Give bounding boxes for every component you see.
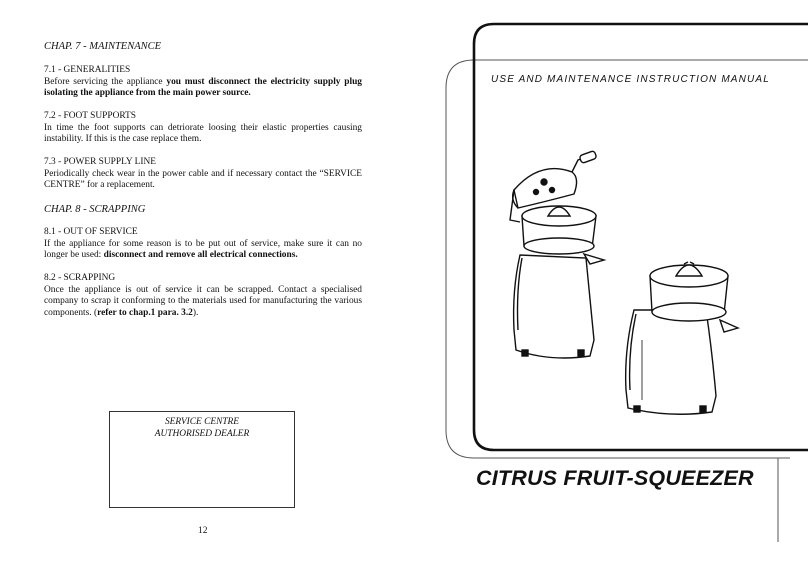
manual-title: USE AND MAINTENANCE INSTRUCTION MANUAL [491, 74, 770, 85]
section-8-1-bold-text: disconnect and remove all electrical connections. [103, 250, 298, 261]
section-7-1-bold-text: you must disconnect the electricity supply plug isolating the appliance from the main power source. [44, 76, 362, 99]
section-7-1-text: Before servicing the appliance [44, 76, 167, 87]
section-7-3-heading: 7.3 - POWER SUPPLY LINE [44, 157, 156, 167]
section-8-1-text: If the appliance for some reason is to be put out of service, make sure it can no longer be used: [44, 238, 362, 261]
service-centre-label: SERVICE CENTRE [164, 417, 240, 427]
chapter-8-title: CHAP. 8 - SCRAPPING [44, 204, 146, 215]
section-8-2-bold-text: refer to chap.1 para. 3.2 [97, 307, 193, 318]
section-7-2-text: In time the foot supports can detriorate loosing their elastic properties causing instability. If this is the case replace them. [44, 122, 362, 145]
product-title: CITRUS FRUIT-SQUEEZER [476, 466, 754, 490]
section-7-1-heading: 7.1 - GENERALITIES [44, 65, 131, 75]
section-8-2-heading: 8.2 - SCRAPPING [44, 273, 116, 283]
section-7-2-heading: 7.2 - FOOT SUPPORTS [44, 111, 136, 121]
citrus-squeezer-illustration [500, 150, 740, 420]
squeezer-open-bowl [626, 262, 738, 414]
section-8-2-text-end: ). [192, 307, 199, 318]
section-7-3-text: Periodically check wear in the power cable and if necessary contact the “SERVICE CENTRE” for a replacement. [44, 168, 362, 191]
section-8-1-heading: 8.1 - OUT OF SERVICE [44, 227, 138, 237]
chapter-7-title: CHAP. 7 - MAINTENANCE [44, 41, 162, 52]
authorised-dealer-label: AUTHORISED DEALER [154, 428, 250, 439]
squeezer-open-lid [510, 151, 604, 358]
section-8-2-text: Once the appliance is out of service it can be scrapped. Contact a specialised company to scrap it conforming to the materials used for manufacturing the various components. ( [44, 284, 362, 318]
page-number: 12 [198, 526, 208, 536]
